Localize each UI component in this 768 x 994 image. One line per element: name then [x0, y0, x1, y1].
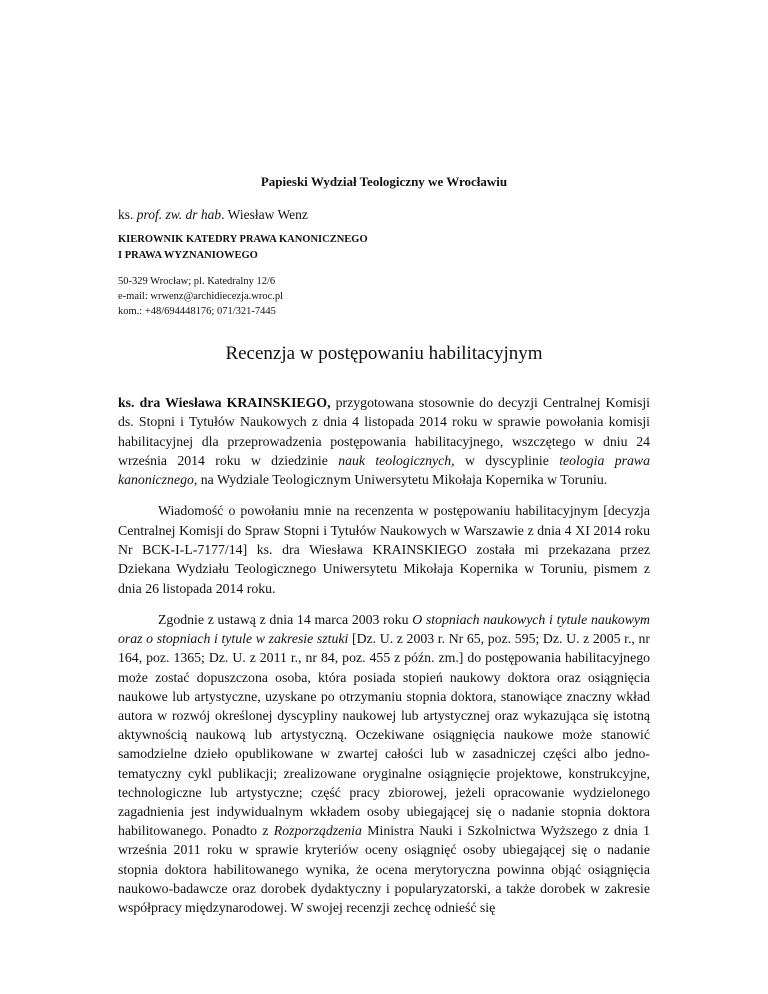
act-title: O stopniach naukowych i tytule naukowym oraz o stopniach i tytule w zakresie sztuki: [118, 611, 650, 647]
discipline-name: teologia prawa kanonicznego: [118, 452, 650, 488]
author-prefix: ks.: [118, 207, 137, 222]
candidate-name: ks. dra Wiesława KRAINSKIEGO,: [118, 395, 331, 410]
email-line: e-mail: wrwenz@archidiecezja.wroc.pl: [118, 291, 284, 302]
author-line: [118, 207, 308, 223]
paragraph-3: [118, 610, 650, 917]
document-body: [118, 393, 650, 929]
contact-block: [118, 274, 283, 319]
phone-line: kom.: +48/694448176; 071/321-7445: [118, 306, 276, 317]
author-name: . Wiesław Wenz: [221, 207, 308, 222]
chair-line-1: KIEROWNIK KATEDRY PRAWA KANONICZNEGO: [118, 234, 368, 245]
chair-line-2: I PRAWA WYZNANIOWEGO: [118, 250, 258, 261]
regulation-word: Rozporządzenia: [273, 823, 362, 839]
paragraph-3-text-1: Zgodnie z ustawą z dnia 14 marca 2003 roku: [158, 611, 413, 627]
paragraph-1-text-1: przygotowana stosownie do decyzji Centralnej Komisji ds. Stopni i Tytułów Naukowych z dnia 4 listopada 2014 roku w sprawie powołania komisji habilitacyjnej dla przeprowadzenia postępowania habilitacyjnego, wszczętego w dniu 24 września 2014 roku w dziedzinie: [118, 395, 650, 468]
paragraph-1-text-3: , na Wydziale Teologicznym Uniwersytetu Mikołaja Kopernika w Toruniu.: [193, 472, 608, 488]
author-titles: prof. zw. dr hab: [136, 207, 222, 222]
field-name: nauk teologicznych,: [338, 452, 455, 468]
paragraph-3-text-3: Ministra Nauki i Szkolnictwa Wyższego z dnia 1 września 2011 roku w sprawie kryteriów oceny osiągnięć osoby ubiegającej się o nadanie stopnia doktora habilitowanego wynika, że ocena merytoryczna powinna objąć osiągnięcia naukowo-badawcze oraz dorobek dydaktyczny i popularyzatorski, a także dorobek w zakresie współpracy międzynarodowej. W swojej recenzji zechcę odnieść się: [118, 823, 650, 916]
paragraph-1-text-2: w dyscyplinie: [454, 452, 560, 468]
paragraph-3-text-2: [Dz. U. z 2003 r. Nr 65, poz. 595; Dz. U. z 2005 r., nr 164, poz. 1365; Dz. U. z 2011 r., nr 84, poz. 455 z późn. zm.] do postępowania habilitacyjnego może zostać dopuszczona osoba, która posiada stopień naukowy doktora oraz osiągnięcia naukowe lub artystyczne, uzyskane po otrzymaniu stopnia doktora, stanowiące znaczny wkład autora w rozwój określonej dyscypliny naukowej lub artystycznej oraz wykazująca się istotną aktywnością naukową lub artystyczną. Oczekiwane osiągnięcia naukowe może stanowić samodzielne dzieło opublikowane w zwartej całości lub w zasadniczej części albo jedno-tematyczny cykl publikacji; zrealizowane oryginalne osiągnięcie projektowe, konstrukcyjne, technologiczne lub artystyczne; część pracy zbiorowej, jeżeli opracowanie wydzielonego zagadnienia jest indywidualnym wkładem osoby ubiegającej się o nadanie stopnia doktora habilitowanego. Ponadto z: [118, 631, 650, 839]
institution-name: Papieski Wydział Teologiczny we Wrocławiu: [260, 174, 508, 189]
paragraph-2: Wiadomość o powołaniu mnie na recenzenta w postępowaniu habilitacyjnym [decyzja Centralnej Komisji do Spraw Stopni i Tytułów Naukowych w Warszawie z dnia 4 XI 2014 roku Nr BCK-I-L-7177/14] ks. dra Wiesława KRAINSKIEGO została mi przekazana przez Dziekana Wydziału Teologicznego Uniwersytetu Mikołaja Kopernika w Toruniu, pismem z dnia 26 listopada 2014 roku.: [118, 503, 650, 596]
document-title: Recenzja w postępowaniu habilitacyjnym: [225, 343, 543, 364]
chair-title: [118, 232, 368, 264]
postal-address: 50-329 Wrocław; pl. Katedralny 12/6: [118, 276, 276, 287]
paragraph-1: [118, 393, 650, 489]
